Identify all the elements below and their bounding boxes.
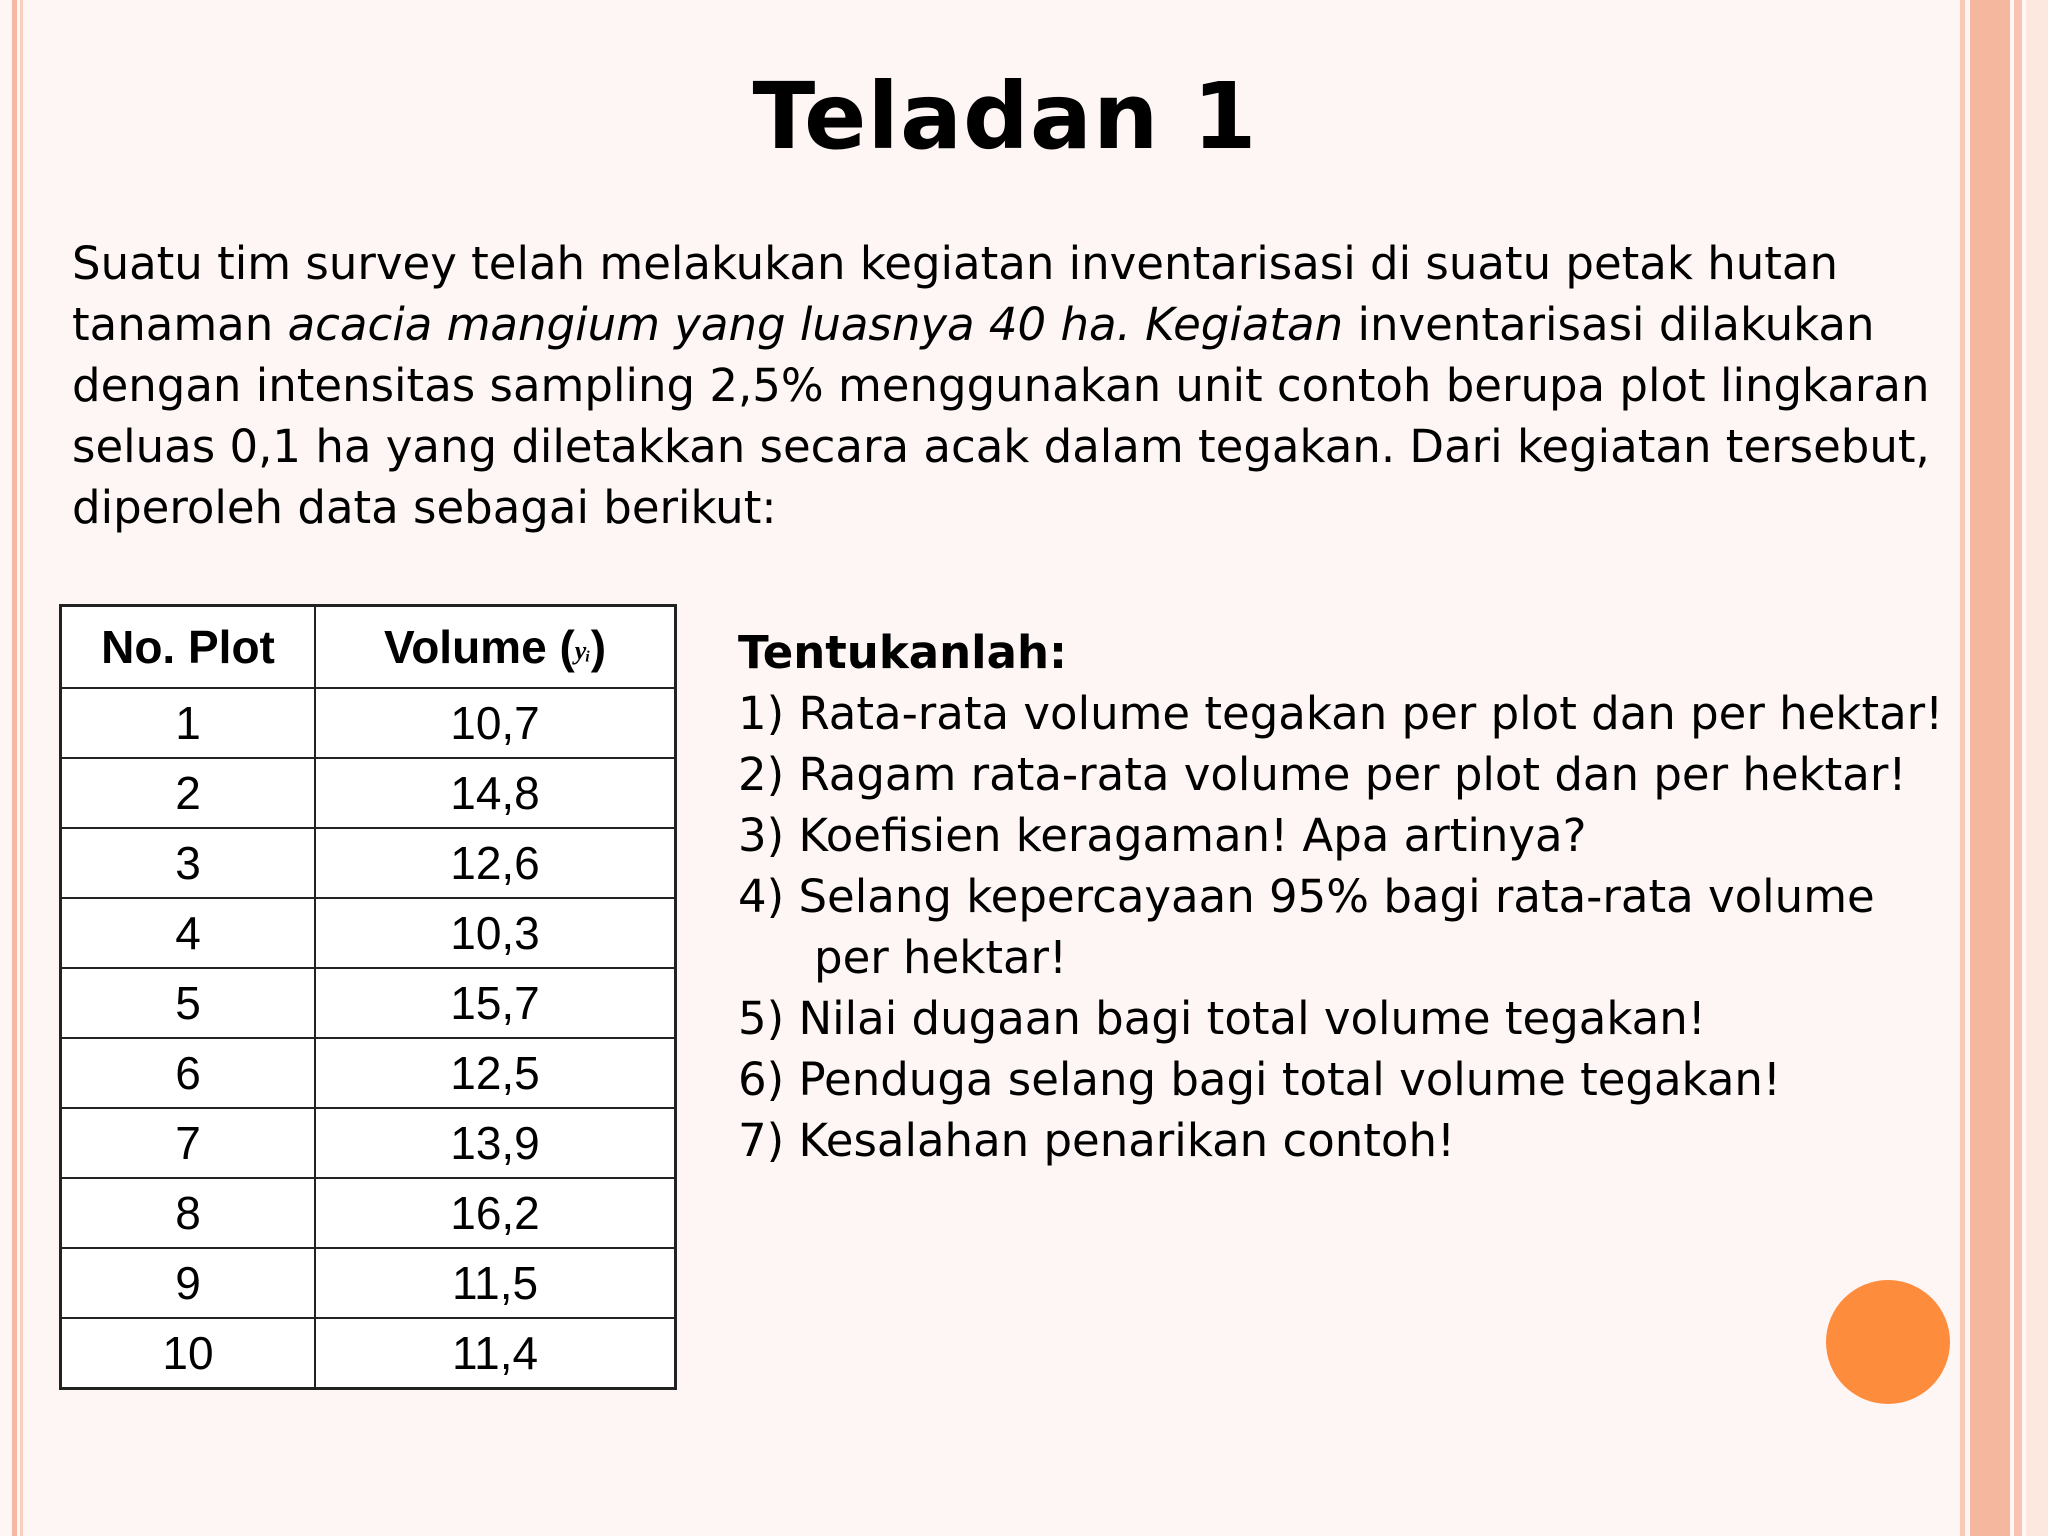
- table-row: [61, 1108, 676, 1178]
- volume-cell: 14,8: [315, 758, 676, 828]
- volume-cell: 11,5: [315, 1248, 676, 1318]
- plot-cell: 4: [61, 898, 316, 968]
- intro-line-3: dengan intensitas sampling 2,5% menggunakan unit contoh berupa plot lingkaran: [72, 359, 1930, 412]
- header-no-plot: No. Plot: [61, 606, 316, 689]
- intro-line-1: Suatu tim survey telah melakukan kegiatan inventarisasi di suatu petak hutan: [72, 237, 1839, 290]
- volume-cell: 13,9: [315, 1108, 676, 1178]
- table-row: [61, 898, 676, 968]
- table-row: [61, 828, 676, 898]
- table-row: [61, 688, 676, 758]
- volume-cell: 10,7: [315, 688, 676, 758]
- task-item: 7) Kesalahan penarikan contoh!: [738, 1114, 1456, 1167]
- intro-line-4: seluas 0,1 ha yang diletakkan secara acak dalam tegakan. Dari kegiatan tersebut,: [72, 420, 1930, 473]
- intro-line-2-italic: acacia mangium yang luasnya 40 ha. Kegiatan: [287, 298, 1344, 351]
- volume-data-table: [59, 604, 677, 1390]
- intro-paragraph: [72, 233, 1992, 538]
- task-item: 5) Nilai dugaan bagi total volume tegakan!: [738, 992, 1706, 1045]
- left-frame-margin: [0, 0, 9, 1536]
- plot-cell: 2: [61, 758, 316, 828]
- task-item-continuation: per hektar!: [814, 931, 1068, 984]
- task-item: 2) Ragam rata-rata volume per plot dan per hektar!: [738, 748, 1907, 801]
- table-row: [61, 968, 676, 1038]
- intro-line-2: [72, 294, 1992, 355]
- header-volume-symbol: yᵢ: [574, 635, 591, 665]
- slide-title: Teladan 1: [752, 63, 1258, 170]
- task-item: 3) Koefisien keragaman! Apa artinya?: [738, 809, 1587, 862]
- volume-cell: 10,3: [315, 898, 676, 968]
- plot-cell: 9: [61, 1248, 316, 1318]
- plot-cell: 3: [61, 828, 316, 898]
- header-volume-label: Volume (: [383, 621, 575, 673]
- intro-line-2-end: inventarisasi dilakukan: [1343, 298, 1875, 351]
- header-volume-close: ): [590, 621, 607, 673]
- right-frame-edge: [2026, 0, 2048, 1536]
- plot-cell: 10: [61, 1318, 316, 1389]
- table-row: [61, 758, 676, 828]
- left-frame-inner-stripe: [20, 0, 23, 1536]
- left-frame-stripe: [12, 0, 17, 1536]
- plot-cell: 7: [61, 1108, 316, 1178]
- table-row: [61, 1318, 676, 1389]
- task-item: 4) Selang kepercayaan 95% bagi rata-rata volume: [738, 870, 1875, 923]
- task-heading: Tentukanlah:: [738, 626, 1067, 679]
- intro-line-5: diperoleh data sebagai berikut:: [72, 481, 777, 534]
- plot-cell: 6: [61, 1038, 316, 1108]
- task-item: 6) Penduga selang bagi total volume tegakan!: [738, 1053, 1781, 1106]
- table-header-row: [61, 606, 676, 689]
- plot-cell: 8: [61, 1178, 316, 1248]
- intro-line-2-start: tanaman: [72, 298, 288, 351]
- task-list: [738, 622, 1978, 1171]
- volume-cell: 12,5: [315, 1038, 676, 1108]
- decorative-orange-circle: [1826, 1280, 1950, 1404]
- volume-cell: 15,7: [315, 968, 676, 1038]
- plot-cell: 5: [61, 968, 316, 1038]
- volume-cell: 16,2: [315, 1178, 676, 1248]
- right-frame-stripe-c: [2014, 0, 2022, 1536]
- table-row: [61, 1248, 676, 1318]
- table-row: [61, 1178, 676, 1248]
- task-item: 1) Rata-rata volume tegakan per plot dan per hektar!: [738, 687, 1944, 740]
- header-volume: [315, 606, 676, 689]
- table-row: [61, 1038, 676, 1108]
- plot-cell: 1: [61, 688, 316, 758]
- volume-cell: 12,6: [315, 828, 676, 898]
- volume-cell: 11,4: [315, 1318, 676, 1389]
